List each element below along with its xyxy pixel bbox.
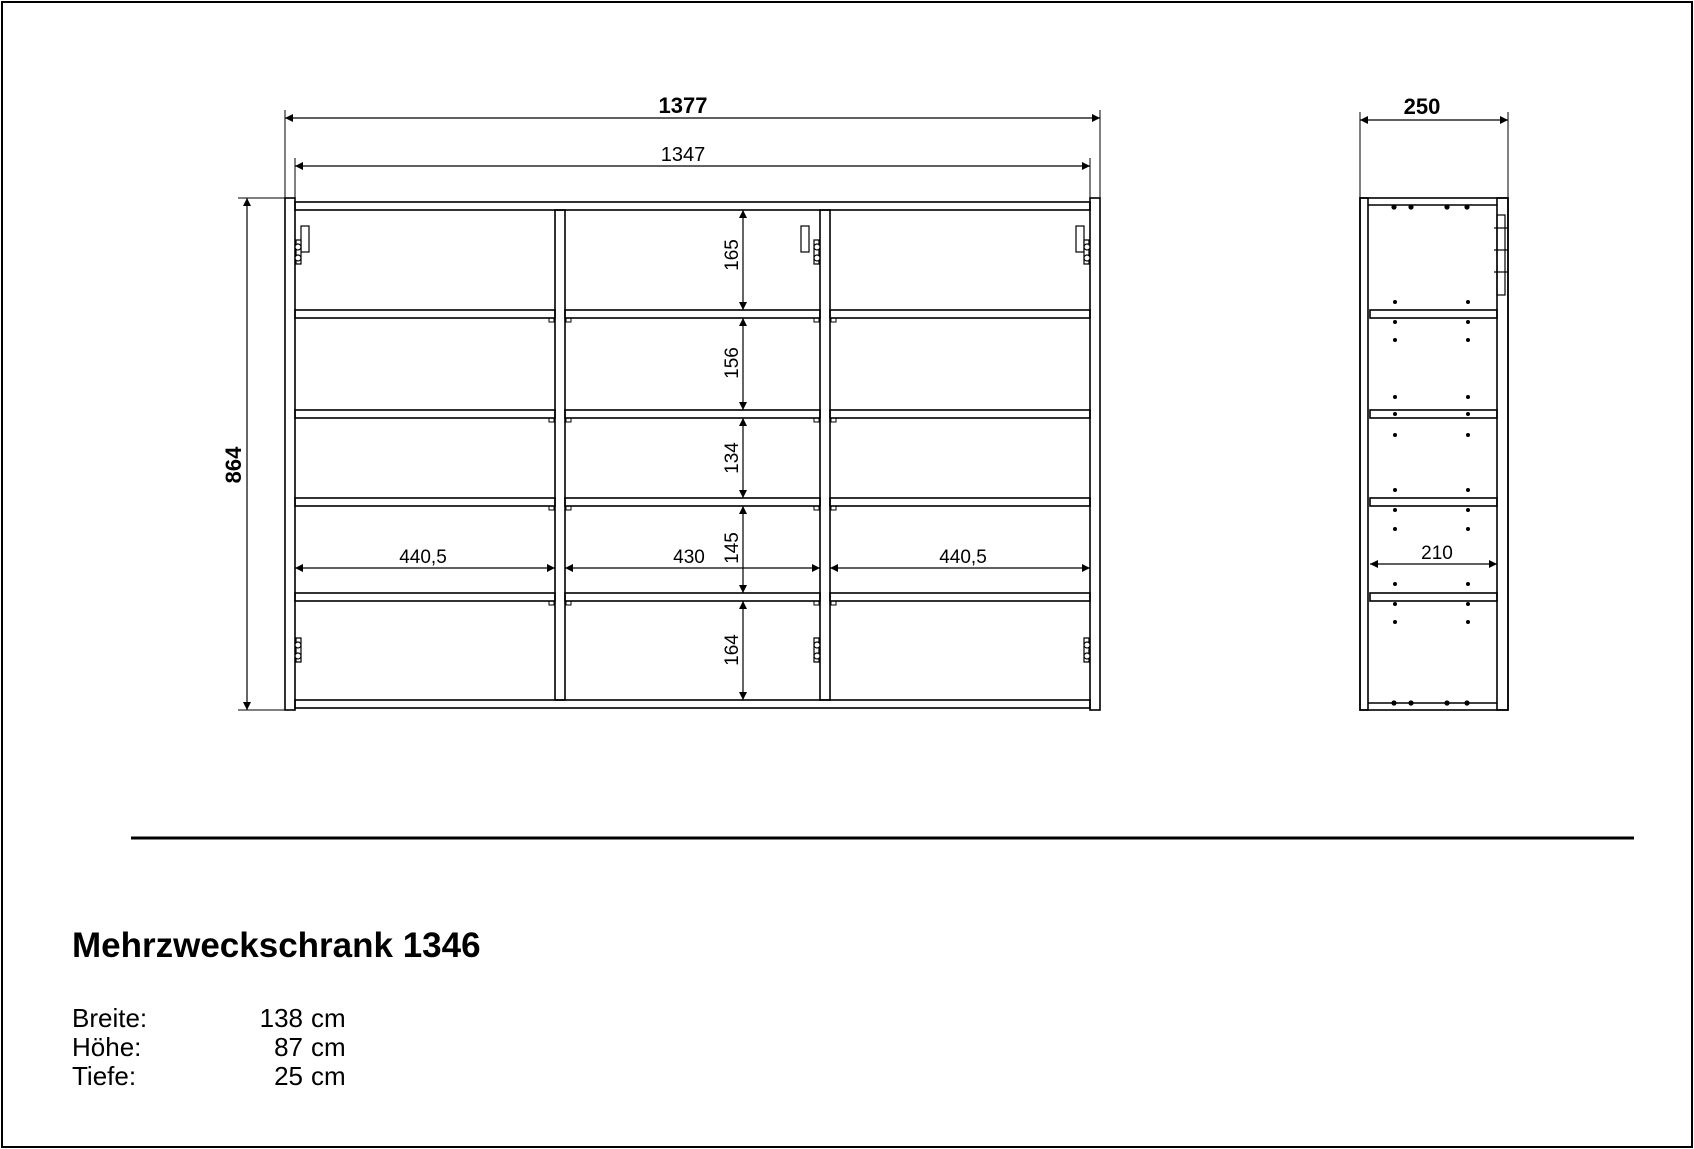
spec-unit: cm [311,1032,346,1062]
product-title: Mehrzweckschrank 1346 [72,926,481,965]
side-outline [1360,198,1508,710]
depth-label: 250 [1403,94,1441,119]
spec-value: 87 [274,1032,303,1062]
compartment-height-label: 164 [722,634,743,666]
hinges [295,240,1090,662]
door-edge [1497,198,1508,710]
spec-label: Höhe: [72,1032,142,1062]
spec-row-height [72,1033,346,1062]
divider-right [820,210,830,700]
top-board [295,202,1090,210]
compartment-width-label: 440,5 [939,547,987,568]
compartment-height-label: 134 [722,442,743,474]
compartment-height-label: 156 [722,347,743,379]
compartment-height-label: 165 [722,239,743,271]
spec-value: 25 [274,1061,303,1091]
right-side-panel [1090,198,1100,710]
hanging-brackets [301,226,1084,252]
spec-row-depth [72,1062,346,1091]
bottom-board [295,700,1090,708]
inner-depth-label: 210 [1421,543,1453,564]
side-view [1360,112,1508,710]
front-view [285,110,1100,710]
inner-width-label: 1347 [660,144,706,166]
back-panel [1360,198,1368,710]
compartment-height-label: 145 [722,532,743,564]
drill-holes [1391,204,1470,705]
height-label: 864 [221,446,246,484]
page-border [2,2,1692,1147]
spec-row-width [72,1004,346,1033]
spec-label: Breite: [72,1003,148,1033]
compartment-width-label: 440,5 [399,547,447,568]
divider-left [555,210,565,700]
spec-label: Tiefe: [72,1061,137,1091]
spec-unit: cm [311,1003,346,1033]
spec-value: 138 [259,1003,303,1033]
compartment-width-label: 430 [673,547,705,568]
specs-list [72,1004,346,1091]
left-side-panel [285,198,295,710]
outer-width-label: 1377 [658,93,708,118]
front-dimensions [238,118,1100,710]
spec-unit: cm [311,1061,346,1091]
